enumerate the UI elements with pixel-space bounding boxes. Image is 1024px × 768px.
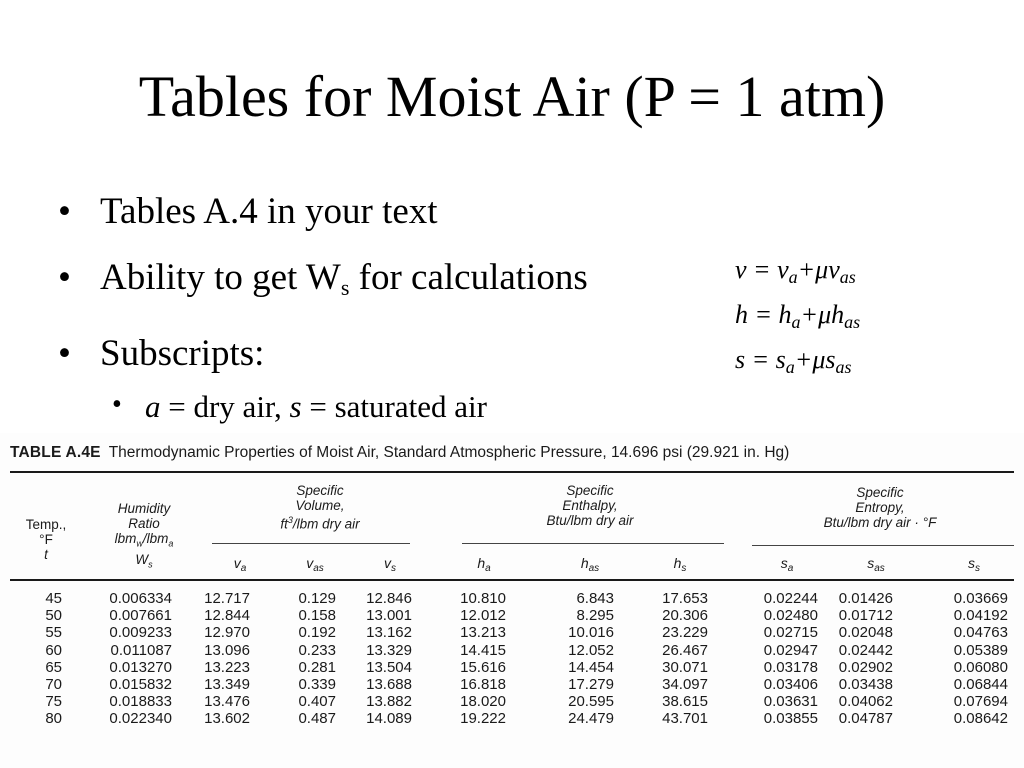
bullet-dot: • [58,257,71,298]
table-cell: 13.223 [204,658,250,676]
table-cell: 0.011087 [110,641,172,659]
table-cell: 14.415 [460,641,506,659]
header-volume: Specific Volume, $ft^3$/lbm dry air [280,483,360,532]
sub-bullet [112,388,487,426]
bullet-dot: • [112,389,122,420]
header-temp: Temp., °F t [25,517,67,562]
table-cell: 0.03438 [838,676,893,694]
table-cell: 0.01426 [838,590,893,607]
table-cell: 55 [45,624,62,642]
table-column [839,590,893,728]
table-cell: 0.03855 [763,710,818,728]
table-cell: 24.479 [568,710,614,728]
table-cell: 10.810 [460,590,506,607]
column-symbol: $v_{as}$ [306,555,324,574]
table-cell: 45 [45,590,62,607]
table-cell: 0.487 [298,710,336,728]
table-cell: 0.03178 [763,658,818,676]
column-symbol: $h_{as}$ [580,555,600,574]
table-cell: 13.096 [204,641,250,659]
table-column [954,590,1008,728]
column-symbol: $s_s$ [968,555,980,574]
table-cell: 0.02048 [838,624,893,642]
table-cell: 13.329 [366,641,412,659]
symbol-a: a [145,389,161,424]
table-column [298,590,336,728]
header-entropy: Specific Entropy, Btu/lbm dry air · °F [823,485,937,530]
table-cell: 0.009233 [109,624,172,642]
table-column [45,590,62,728]
table-cell: 0.08642 [953,710,1008,728]
table-cell: 0.06080 [953,658,1008,676]
equation-line: $s = s_a+\mu s_{as}$ [735,345,852,377]
table-cell: 0.015832 [109,676,172,694]
table-cell: 0.02715 [763,624,818,642]
table-cell: 13.001 [366,607,412,625]
table-cell: 23.229 [662,624,708,642]
bullet-dot: • [58,333,71,374]
table-cell: 0.04763 [953,624,1008,642]
symbol-s: s [289,389,302,424]
table-rule-header [10,579,1014,581]
table-cell: 26.467 [662,641,708,659]
table-cell: 20.306 [662,607,708,625]
table-column [568,590,614,728]
table-cell: 15.616 [460,658,506,676]
column-symbol: $v_s$ [384,555,396,574]
column-symbol: $s_a$ [780,555,794,574]
table-cell: 0.04787 [838,710,893,728]
bullet-item [58,190,588,234]
table-cell: 0.05389 [953,641,1008,659]
table-cell: 0.006334 [109,590,172,607]
volume-underline [212,543,410,544]
table-cell: 34.097 [662,676,708,694]
table-cell: 16.818 [460,676,506,694]
table-cell: 13.162 [366,624,412,642]
moist-air-table [0,433,1024,768]
table-column [460,590,506,728]
table-cell: 70 [45,676,62,694]
table-cell: 0.01712 [838,607,893,625]
table-rule-top [10,471,1014,473]
table-caption-text: Thermodynamic Properties of Moist Air, Standard Atmospheric Pressure, 14.696 psi (29.921 in. Hg) [108,444,790,461]
table-cell: 0.013270 [109,658,172,676]
table-cell: 0.339 [298,676,336,694]
table-cell: 8.295 [576,607,614,625]
table-cell: 38.615 [662,693,708,711]
table-cell: 17.279 [568,676,614,694]
sub-bullet-text: = dry air, [160,389,290,424]
bullet-text: Tables A.4 in your text [100,191,438,232]
enthalpy-underline [462,543,724,544]
table-cell: 0.02947 [763,641,818,659]
table-cell: 14.454 [568,658,614,676]
table-cell: 13.349 [204,676,250,694]
table-cell: 0.02902 [838,658,893,676]
table-column [204,590,250,728]
table-cell: 0.04192 [953,607,1008,625]
table-cell: 12.846 [366,590,412,607]
table-cell: 12.844 [204,607,250,625]
table-cell: 0.02442 [838,641,893,659]
table-cell: 0.07694 [953,693,1008,711]
table-cell: 17.653 [662,590,708,607]
table-cell: 13.882 [366,693,412,711]
table-cutoff [0,744,1024,768]
table-cell: 12.052 [568,641,614,659]
table-cell: 0.022340 [109,710,172,728]
table-cell: 13.213 [460,624,506,642]
table-cell: 20.595 [568,693,614,711]
table-cell: 75 [45,693,62,711]
column-symbol: $h_a$ [477,555,491,574]
table-cell: 14.089 [366,710,412,728]
bullet-dot: • [58,191,71,232]
equation-line: $h = h_a+\mu h_{as}$ [735,300,861,332]
column-symbol: $s_{as}$ [867,555,885,574]
table-column [366,590,412,728]
table-cell: 0.233 [298,641,336,659]
bullet-item [58,332,588,376]
bullet-subscript: s [340,275,350,300]
table-cell: 13.602 [204,710,250,728]
table-cell: 19.222 [460,710,506,728]
table-cell: 65 [45,658,62,676]
table-cell: 6.843 [576,590,614,607]
table-column [109,590,172,728]
slide-title: Tables for Moist Air (P = 1 atm) [138,64,886,129]
table-cell: 0.281 [298,658,336,676]
bullet-text: for calculations [349,257,588,298]
column-symbol: $h_s$ [673,555,687,574]
table-cell: 0.02480 [763,607,818,625]
header-humidity: Humidity Ratio lbm$_w$/lbm$_a$ $W_s$ [114,501,174,570]
table-cell: 13.476 [204,693,250,711]
table-cell: 60 [45,641,62,659]
table-cell: 0.06844 [953,676,1008,694]
column-symbol: $v_a$ [233,555,247,574]
equations [735,251,860,386]
table-cell: 18.020 [460,693,506,711]
table-cell: 0.02244 [763,590,818,607]
table-cell: 13.504 [366,658,412,676]
entropy-underline [752,545,1014,546]
equation-line: $v = v_a+\mu v_{as}$ [735,255,856,287]
bullet-text: Ability to get W [100,257,341,298]
table-cell: 0.192 [298,624,336,642]
table-label: TABLE A.4E [10,444,101,461]
table-caption [10,444,789,462]
table-cell: 0.007661 [109,607,172,625]
table-cell: 0.03406 [763,676,818,694]
table-cell: 43.701 [662,710,708,728]
table-cell: 0.03669 [953,590,1008,607]
table-column [662,590,708,728]
bullet-list [58,190,588,398]
table-cell: 0.03631 [763,693,818,711]
table-cell: 0.129 [298,590,336,607]
table-cell: 0.018833 [109,693,172,711]
table-cell: 12.012 [460,607,506,625]
bullet-item [58,256,588,310]
table-cell: 0.04062 [838,693,893,711]
table-cell: 10.016 [568,624,614,642]
bullet-text: Subscripts: [100,333,265,374]
table-cell: 30.071 [662,658,708,676]
table-cell: 12.970 [204,624,250,642]
sub-bullet-text: = saturated air [301,389,487,424]
table-cell: 0.158 [298,607,336,625]
table-cell: 13.688 [366,676,412,694]
header-enthalpy: Specific Enthalpy, Btu/lbm dry air [546,483,634,528]
table-cell: 80 [45,710,62,728]
table-cell: 0.407 [298,693,336,711]
table-column [764,590,818,728]
table-cell: 12.717 [204,590,250,607]
table-cell: 50 [45,607,62,625]
